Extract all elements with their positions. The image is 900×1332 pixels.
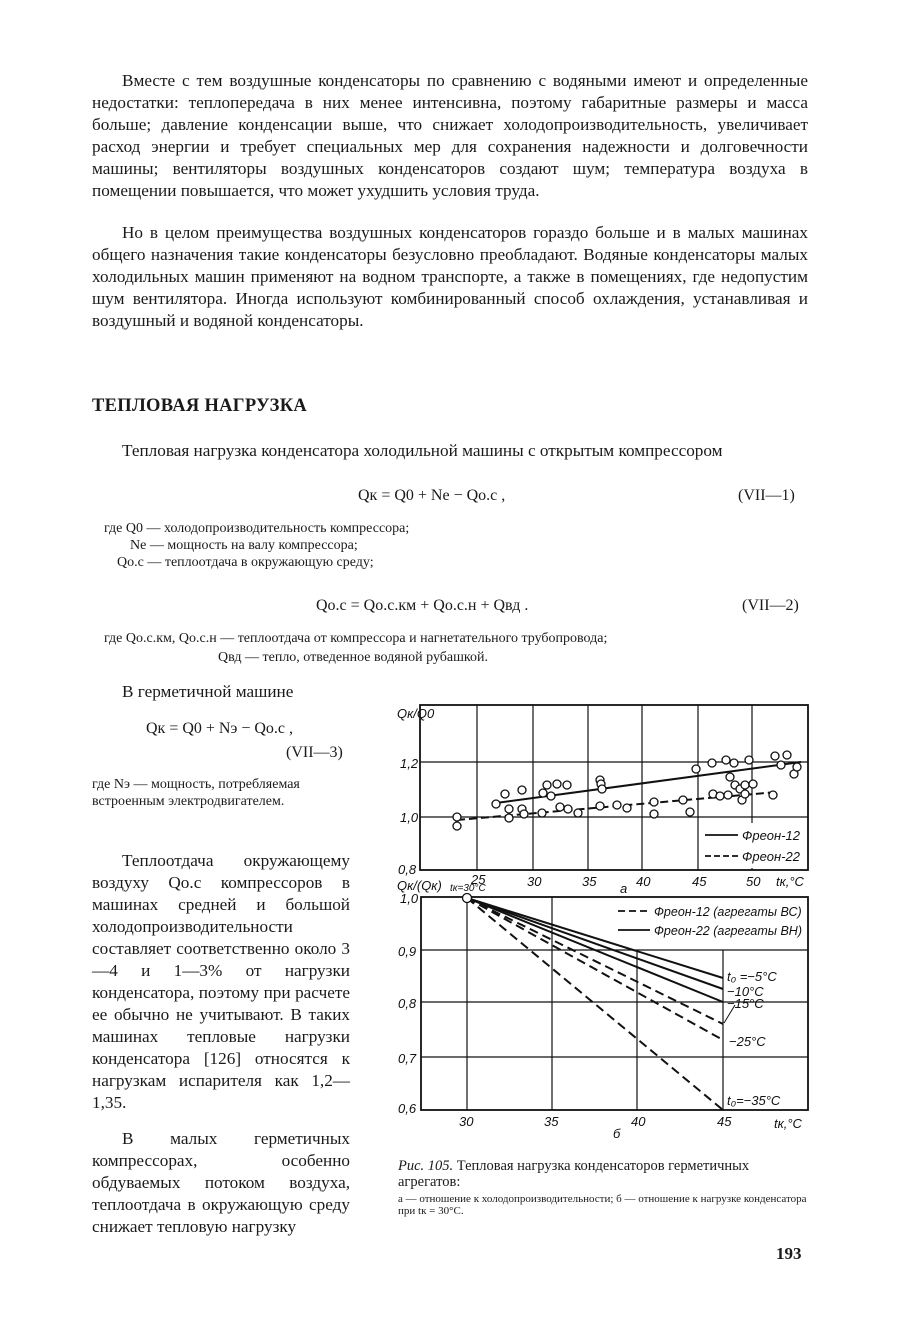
svg-text:45: 45 bbox=[717, 1114, 732, 1129]
svg-text:50: 50 bbox=[746, 874, 761, 889]
panel-a-label: а bbox=[620, 881, 628, 896]
svg-text:0,6: 0,6 bbox=[398, 1101, 417, 1116]
eq2-where-2: Qвд — тепло, отведенное водяной рубашкой. bbox=[218, 650, 488, 665]
caption-title: Тепловая нагрузка конденсаторов герметичных агрегатов: bbox=[398, 1158, 750, 1190]
svg-text:−25°C: −25°C bbox=[729, 1034, 766, 1049]
svg-text:t₀=−35°C: t₀=−35°C bbox=[727, 1093, 781, 1108]
eq1-where-1: где Q0 — холодопроизводительность компрессора; bbox=[104, 521, 410, 536]
svg-text:−15°C: −15°C bbox=[727, 996, 764, 1011]
svg-text:0,7: 0,7 bbox=[398, 1051, 417, 1066]
svg-text:25: 25 bbox=[471, 872, 486, 887]
svg-text:35: 35 bbox=[544, 1114, 559, 1129]
legend-freon22-vn: Фреон-22 (агрегаты ВН) bbox=[654, 924, 802, 938]
paragraph-1-text: Вместе с тем воздушные конденсаторы по сравнению с водяными имеют и определенные недостатки: теплопередача в них менее интенсивна, поэтому габаритные размеры и масса больше; давление конденсации выше, что снижает холодопроизводительность, увеличивает расход энергии и требует специальных мер для сохранения надежности и долговечности машины; вентиляторы воздушных конденсаторов создают шум; температура воздуха в помещении повышается, что может ухудшить условия труда. bbox=[92, 71, 808, 200]
eq3-where: где Nэ — мощность, потребляемая встроенным электродвигателем. bbox=[92, 777, 300, 809]
chart-b-labels bbox=[397, 878, 803, 1141]
equation-2-number: (VII—2) bbox=[742, 597, 799, 614]
equation-2: Qо.с = Qо.с.км + Qо.с.н + Qвд . bbox=[316, 597, 529, 614]
chart-a bbox=[420, 705, 808, 870]
chart-a-ylabel: Qк/Q0 bbox=[397, 706, 435, 721]
svg-text:tк=30°C: tк=30°C bbox=[450, 883, 486, 894]
svg-text:1,2: 1,2 bbox=[400, 756, 419, 771]
paragraph-5-text: В малых герметичных компрессорах, особенно обдуваемых потоком воздуха, теплоотдача в окружающую среду снижает тепловую нагрузку bbox=[92, 1129, 350, 1236]
svg-text:40: 40 bbox=[631, 1114, 646, 1129]
equation-3-number: (VII—3) bbox=[286, 744, 343, 761]
svg-text:40: 40 bbox=[636, 874, 651, 889]
paragraph-2-text: Но в целом преимущества воздушных конденсаторов гораздо больше и в малых машинах общего назначения такие конденсаторы безусловно преобладают. Водяные конденсаторы малых холодильных машин применяют на водном транспорте, а также в помещениях, где недопустим шум вентилятора. Иногда используют комбинированный способ охлаждения, устанавливая и воздушный и водяной конденсаторы. bbox=[92, 223, 808, 330]
svg-text:0,9: 0,9 bbox=[398, 944, 417, 959]
legend-freon22: Фреон-22 bbox=[742, 849, 800, 864]
svg-text:0,8: 0,8 bbox=[398, 862, 417, 877]
hermetic-intro: В герметичной машине bbox=[122, 682, 294, 701]
paragraph-3-text: Тепловая нагрузка конденсатора холодильной машины с открытым компрессором bbox=[122, 441, 723, 460]
svg-text:0,8: 0,8 bbox=[398, 996, 417, 1011]
equation-1-number: (VII—1) bbox=[738, 487, 795, 504]
svg-text:30: 30 bbox=[527, 874, 542, 889]
caption-label: Рис. 105. bbox=[398, 1158, 454, 1174]
eq1-where-2: Ne — мощность на валу компрессора; bbox=[130, 538, 358, 553]
svg-text:35: 35 bbox=[582, 874, 597, 889]
legend-freon12-vs: Фреон-12 (агрегаты ВС) bbox=[654, 905, 802, 919]
section-heading: ТЕПЛОВАЯ НАГРУЗКА bbox=[92, 396, 308, 416]
legend-freon12: Фреон-12 bbox=[742, 828, 800, 843]
paragraph-4-text: Теплоотдача окружающему воздуху Qо.с компрессоров в машинах средней и большой холодопроизводительности составляет соответственно около 3—4 и 1—3% от нагрузки конденсатора, поэтому при расчете ее обычно не учитывают. В таких машинах тепловые нагрузки конденсатора [126] относятся к нагрузкам испарителя как 1,2—1,35. bbox=[92, 851, 350, 1112]
svg-text:1,0: 1,0 bbox=[400, 810, 419, 825]
panel-b-label: б bbox=[613, 1126, 621, 1141]
equation-1: Qк = Q0 + Ne − Qо.с , bbox=[358, 487, 506, 504]
svg-text:45: 45 bbox=[692, 874, 707, 889]
svg-text:1,0: 1,0 bbox=[400, 891, 419, 906]
eq2-where-1: где Qо.с.км, Qо.с.н — теплоотдача от компрессора и нагнетательного трубопровода; bbox=[104, 631, 608, 646]
chart-b-ylabel: Qк/(Qк) bbox=[397, 878, 442, 893]
chart-b-xlabel: tк,°C bbox=[774, 1116, 802, 1131]
eq1-where-3: Qо.с — теплоотдача в окружающую среду; bbox=[117, 555, 374, 570]
svg-text:t₀ =−5°C: t₀ =−5°C bbox=[727, 969, 777, 984]
equation-3: Qк = Q0 + Nэ − Qо.с , bbox=[146, 720, 294, 737]
svg-text:30: 30 bbox=[459, 1114, 474, 1129]
page-number: 193 bbox=[776, 1244, 802, 1263]
figure-caption bbox=[398, 1158, 808, 1217]
chart-a-xlabel: tк,°C bbox=[776, 874, 804, 889]
svg-text:−10°C: −10°C bbox=[727, 984, 764, 999]
caption-detail: а — отношение к холодопроизводительности; б — отношение к нагрузке конденсатора при tк = 30°C. bbox=[398, 1193, 807, 1217]
